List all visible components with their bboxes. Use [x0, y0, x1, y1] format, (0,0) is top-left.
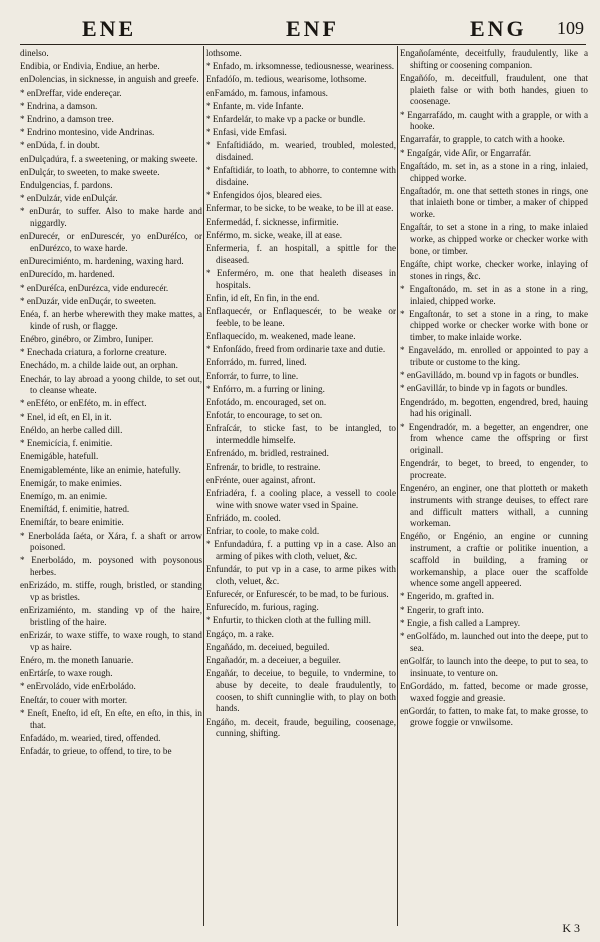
dictionary-entry: Enechár, to lay abroad a yoong childe, to set out, to cleanse wheate. [20, 373, 202, 396]
dictionary-entry: Enébro, ginébro, or Zimbro, Iuniper. [20, 333, 154, 344]
dictionary-entry: enDurecído, m. hardened. [20, 269, 115, 280]
dictionary-entry: * Endrino montesino, vide Andrinas. [20, 127, 155, 138]
dictionary-entry: Endulgencias, f. pardons. [20, 180, 113, 191]
dictionary-entry: Enflaquecér, or Enflaquescér, to be weake or feeble, to be leane. [206, 306, 396, 328]
dictionary-entry: Enfotádo, m. encouraged, set on. [206, 396, 327, 407]
dictionary-entry: * enDurár, to suffer. Also to make harde and niggardly. [20, 206, 202, 229]
dictionary-entry: Enflaquecído, m. weakened, made leane. [206, 330, 356, 341]
dictionary-entry: * enDuréſca, enDurézca, vide endurecér. [20, 282, 169, 293]
dictionary-entry: * Engaſtonár, to set a stone in a ring, to make chipped worke or checker worke with bone or timber, to make inlaide worke. [400, 308, 588, 343]
dictionary-entry: enDulçár, to sweeten, to make sweete. [20, 166, 160, 177]
running-head [22, 16, 584, 46]
dictionary-entry: Enfin, id eſt, En fin, in the end. [206, 292, 320, 303]
dictionary-entry: * Enel, id eſt, en El, in it. [20, 411, 112, 422]
dictionary-entry: Engañoſaménte, deceitfully, fraudulently, like a shifting or coosening companion. [400, 48, 588, 70]
dictionary-entry: Engaſtadór, m. one that setteth stones in rings, one that inlaieth bone or timber, a maker of chipped worke. [400, 185, 588, 220]
dictionary-entry: * Engie, a fish called a Lamprey. [400, 617, 521, 628]
dictionary-entry: * enDúda, f. in doubt. [20, 140, 100, 151]
column-divider [203, 46, 204, 926]
dictionary-entry: Enfadóſo, m. tedious, wearisome, lothsome. [206, 74, 367, 85]
dictionary-entry: Engañóſo, m. deceitfull, fraudulent, one that plaieth false or with both handes, giuen to coosenage. [400, 72, 588, 107]
dictionary-entry: * enErvoládo, vide enErboládo. [20, 681, 136, 692]
dictionary-entry: enGordár, to fatten, to make fat, to make grosse, to growe foggie or vnwilsome. [400, 705, 588, 728]
dictionary-entry: Enfurecído, m. furious, raging. [206, 602, 319, 613]
dictionary-entry: Enemiſtád, f. enimitie, hatred. [20, 504, 130, 515]
dictionary-entry: Endibia, or Endivia, Endiue, an herbe. [20, 61, 160, 72]
dictionary-entry: * Eneſt, Eneſto, id eſt, En eſte, en eſto, in this, in that. [20, 707, 202, 730]
dictionary-entry: Engenéro, an enginer, one that plotteth or maketh instruments with strange deuises, to effect rare and difficult matters withall, a cunning workeman. [400, 483, 588, 529]
dictionary-entry: * Enfundadúra, f. a putting vp in a case. Also an arming of pikes with cloth, veluet, &c. [206, 539, 396, 561]
dictionary-entry: Engañadór, m. a deceiuer, a beguiler. [206, 655, 341, 666]
dictionary-entry: * Enfengidos ójos, bleared eies. [206, 190, 323, 201]
dictionary-entry: Enemígo, m. an enimie. [20, 490, 108, 501]
dictionary-entry: Engáſte, chipt worke, checker worke, inlaying of stones in rings, &c. [400, 258, 588, 281]
running-head-center: ENF [286, 16, 339, 41]
dictionary-entry: Enéldo, an herbe called dill. [20, 424, 123, 435]
dictionary-entry: enGolfár, to launch into the deepe, to put to sea, to insinuate, to venture on. [400, 655, 588, 678]
dictionary-entry: Engendrádo, m. begotten, engendred, bred, hauing had his originall. [400, 396, 588, 419]
dictionary-entry: * Enfaſtidiár, to loath, to abhorre, to contemne with disdaine. [206, 165, 396, 188]
running-head-right: ENG [470, 16, 527, 41]
dictionary-entry: * Enfante, m. vide Infante. [206, 100, 304, 111]
dictionary-entry: * Engendradór, m. a begetter, an engendrer, one from whence came the offspring or first originall. [400, 421, 588, 455]
dictionary-entry: Engáço, m. a rake. [206, 628, 274, 639]
dictionary-entry: * enGolfádo, m. launched out into the deepe, put to sea. [400, 631, 588, 653]
column-divider [397, 46, 398, 926]
dictionary-entry: Enfadádo, m. wearied, tired, offended. [20, 732, 161, 743]
dictionary-entry: enErizádo, m. stiffe, rough, bristled, or standing vp as bristles. [20, 580, 202, 603]
dictionary-entry: enErizamiénto, m. standing vp of the haire, bristling of the haire. [20, 605, 202, 627]
dictionary-entry: Enfermeria, f. an hospitall, a spittle for the diseased. [206, 243, 396, 265]
dictionary-entry: * Enfardelár, to make vp a packe or bundle. [206, 114, 366, 125]
dictionary-entry: * Enemicícia, f. enimitie. [20, 438, 113, 449]
dictionary-entry: Engáño, m. deceit, fraude, beguiling, coosenage, cunning, shifting. [206, 716, 396, 739]
dictionary-entry: Enemigáble, hatefull. [20, 451, 99, 462]
dictionary-entry: Engañár, to deceiue, to beguile, to vndermine, to abuse by deceite, to deale fraudulently, to coosen, to shift cunninglie with, to play on both hands. [206, 668, 396, 714]
dictionary-entry: Enfrenádo, m. bridled, restrained. [206, 448, 329, 459]
dictionary-entry: * Enferméro, m. one that healeth diseases in hospitals. [206, 267, 396, 290]
dictionary-entry: Enemiſtár, to beare enimitie. [20, 517, 124, 528]
dictionary-entry: * Engaſtonádo, m. set in as a stone in a ring, inlaied, chipped worke. [400, 283, 588, 306]
dictionary-entry: Enfriádo, m. cooled. [206, 512, 281, 523]
dictionary-entry: Enfriar, to coole, to make cold. [206, 526, 320, 537]
dictionary-entry: Enfotár, to encourage, to set on. [206, 410, 323, 421]
dictionary-entry: enFamádo, m. famous, infamous. [206, 87, 328, 98]
dictionary-entry: * Engaſgár, vide Aſir, or Engarrafár. [400, 147, 532, 158]
dictionary-entry: Enechádo, m. a childe laide out, an orphan. [20, 360, 178, 371]
dictionary-entry: Engendrár, to beget, to breed, to engender, to procreate. [400, 458, 588, 480]
dictionary-entry: Engéño, or Engénio, an engine or cunning instrument, a craftie or politike inuention, a scaffold in building, a framing or workemanship, a place ouer the scaffolde whence some angell appeered. [400, 531, 588, 589]
dictionary-entry: * enDuzár, vide enDuçár, to sweeten. [20, 295, 157, 306]
dictionary-entry: enFrénte, ouer against, afront. [206, 474, 316, 485]
dictionary-entry: * Engarrafádo, m. caught with a grapple, or with a hooke. [400, 109, 588, 132]
dictionary-entry: lothsome. [206, 48, 242, 58]
dictionary-entry: * Engaveládo, m. enrolled or appointed to pay a tribute or custome to the king. [400, 345, 588, 368]
dictionary-entry: * Endrino, a damson tree. [20, 114, 114, 125]
page-number: 109 [557, 18, 584, 38]
column-1 [20, 48, 202, 932]
dictionary-entry: enDurecér, or enDurescér, yo enDuréſco, or enDurézco, to waxe harde. [20, 231, 202, 254]
dictionary-entry: Engañádo, m. deceiued, beguiled. [206, 641, 330, 652]
dictionary-entry: Enforrádo, m. furred, lined. [206, 357, 307, 368]
dictionary-entry: * Enfurtir, to thicken cloth at the fulling mill. [206, 615, 371, 626]
dictionary-entry: Enfraſcár, to sticke fast, to be intangled, to intermeddle himselfe. [206, 423, 396, 446]
dictionary-entry: Engarrafár, to grapple, to catch with a hooke. [400, 134, 565, 145]
dictionary-entry: Engaſtár, to set a stone in a ring, to make inlaied worke, as chipped worke or checker worke with bone, or timber. [400, 222, 588, 256]
dictionary-entry: * Endrina, a damson. [20, 100, 98, 111]
dictionary-entry: * Enerboláda ſaéta, or Xára, f. a shaft or arrow poisoned. [20, 530, 202, 553]
dictionary-entry: Enfrenár, to bridle, to restraine. [206, 461, 321, 472]
dictionary-entry: * Engerido, m. grafted in. [400, 591, 495, 602]
dictionary-entry: Enéro, m. the moneth Ianuarie. [20, 655, 134, 666]
dictionary-entry: Enférmo, m. sicke, weake, ill at ease. [206, 229, 343, 240]
dictionary-entry: * enGavillár, to binde vp in fagots or bundles. [400, 383, 568, 394]
dictionary-entry: enErizár, to waxe stiffe, to waxe rough, to stand vp as haire. [20, 630, 202, 652]
catchword-signature: K 3 [562, 921, 580, 935]
dictionary-entry: Enfermedád, f. sicknesse, infirmitie. [206, 216, 339, 227]
dictionary-entry: * enDulzár, vide enDulçár. [20, 193, 118, 204]
dictionary-entry: Enfermar, to be sicke, to be weake, to be ill at ease. [206, 203, 394, 214]
dictionary-entry: Enfadár, to grieue, to offend, to tire, to be [20, 745, 172, 756]
dictionary-entry: Enemigár, to make enimies. [20, 477, 122, 488]
dictionary-entry: enDolencias, in sicknesse, in anguish and greefe. [20, 74, 199, 85]
dictionary-entry: * enDreffar, vide endereçar. [20, 87, 122, 98]
dictionary-entry: Enforrár, to furre, to line. [206, 370, 299, 381]
header-rule [20, 44, 586, 45]
dictionary-entry: Enfurecér, or Enfurescér, to be mad, to be furious. [206, 589, 389, 600]
dictionary-entry: * Enechada criatura, a forlorne creature. [20, 347, 167, 358]
dictionary-entry: * Enfaſtidiádo, m. wearied, troubled, molested, disdained. [206, 140, 396, 163]
dictionary-entry: EnGordádo, m. fatted, become or made grosse, waxed foggie and greasie. [400, 680, 588, 703]
dictionary-entry: * Enfonſádo, freed from ordinarie taxe and dutie. [206, 344, 386, 355]
dictionary-entry: Enfundár, to put vp in a case, to arme pikes with cloth, veluet, &c. [206, 564, 396, 586]
column-2 [206, 48, 396, 932]
dictionary-entry: Engaſtádo, m. set in, as a stone in a ring, inlaied, chipped worke. [400, 160, 588, 183]
dictionary-entry: * Enerboládo, m. poysoned with poysonous herbes. [20, 555, 202, 578]
dictionary-entry: enDulçadúra, f. a sweetening, or making sweete. [20, 153, 198, 164]
dictionary-entry: * Enfasi, vide Emfasi. [206, 127, 287, 138]
dictionary-entry: Enemigableménte, like an enimie, hatefully. [20, 464, 181, 475]
dictionary-entry: * enEféto, or enEféto, m. in effect. [20, 398, 147, 409]
column-3 [400, 48, 588, 932]
running-head-left: ENE [82, 16, 137, 41]
dictionary-entry: * enGavilládo, m. bound vp in fagots or bundles. [400, 370, 579, 381]
dictionary-entry: * Enfado, m. irksomnesse, tediousnesse, weariness. [206, 61, 395, 72]
dictionary-entry: Eneſtár, to couer with morter. [20, 694, 128, 705]
dictionary-entry: Enfriadéra, f. a cooling place, a vessell to coole wine with snowe water vsed in Spaine. [206, 487, 396, 510]
dictionary-entry: enDurecimiénto, m. hardening, waxing hard. [20, 256, 184, 267]
dictionary-entry: enErtárſe, to waxe rough. [20, 668, 113, 679]
dictionary-entry: * Enfórro, m. a furring or lining. [206, 383, 325, 394]
dictionary-entry: dinelso. [20, 48, 49, 58]
dictionary-entry: Enéa, f. an herbe wherewith they make mattes, a kinde of rush, or flagge. [20, 309, 202, 331]
dictionary-entry: * Engerir, to graft into. [400, 604, 484, 615]
